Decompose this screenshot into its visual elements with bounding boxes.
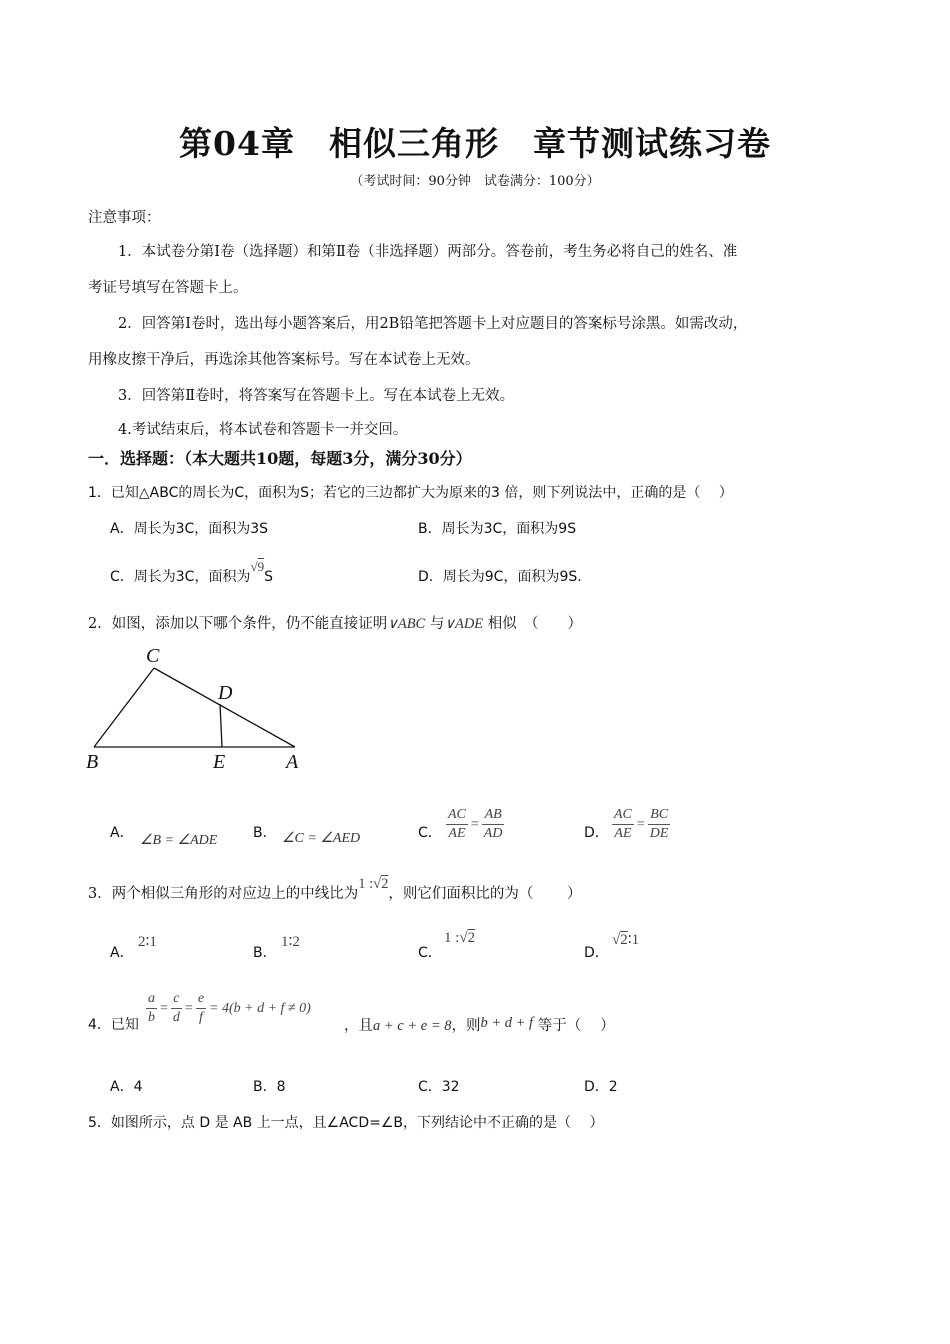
q2-option-c-math: $\frac{AC}{AE}$ = $\frac{AB}{AD}$	[448, 807, 503, 841]
segment-de	[220, 704, 222, 747]
q1-stem: 1．已知△ABC的周长为C，面积为S；若它的三边都扩大为原来的3 倍，则下列说法中，正确的是（ ）	[88, 485, 733, 501]
q3-option-b-math: 1∶2	[281, 934, 300, 950]
q2-option-c-label: C．	[418, 825, 442, 841]
section-1-heading: 一．选择题：（本大题共10题，每题3分，满分30分）	[88, 449, 472, 468]
notice-item-3: 3．回答第Ⅱ卷时，将答案写在答题卡上。写在本试卷上无效。	[118, 388, 515, 404]
notice-heading: 注意事项：	[88, 210, 161, 226]
q4-option-a: A．4	[110, 1079, 143, 1095]
q4-condition: ，且a + c + e = 8，则b + d + f 等于（ ）	[344, 1015, 615, 1034]
q4-stem-prefix: 4．已知	[88, 1017, 139, 1033]
q2-option-a-math: ∠B = ∠ADE	[140, 833, 218, 848]
q2-triangle-figure	[84, 642, 314, 777]
q2-option-a-label: A．	[110, 825, 134, 841]
q5-stem: 5．如图所示，点 D 是 AB 上一点，且∠ACD=∠B，下列结论中不正确的是（ ）	[88, 1115, 604, 1131]
q1-option-b: B．周长为3C，面积为9S	[418, 521, 577, 537]
side-cb	[94, 668, 154, 747]
notice-item-2-line-1: 2．回答第Ⅰ卷时，选出每小题答案后，用2B铅笔把答题卡上对应题目的答案标号涂黑。如需改动，	[118, 316, 748, 332]
q4-ratio-math: $\frac{a}{b}$ = $\frac{c}{d}$ = $\frac{e}{f}$ = 4(b + d + f ≠ 0)	[148, 991, 311, 1025]
notice-item-1-line-1: 1．本试卷分第Ⅰ卷（选择题）和第Ⅱ卷（非选择题）两部分。答卷前，考生务必将自己的姓名、准	[118, 244, 738, 260]
q2-option-d-math: $\frac{AC}{AE}$ = $\frac{BC}{DE}$	[614, 807, 669, 841]
q3-option-c-math: 1 :√2	[444, 930, 476, 946]
point-d-label: D	[218, 682, 233, 704]
q1-option-d: D．周长为9C，面积为9S.	[418, 569, 582, 585]
vertex-a-label: A	[286, 751, 299, 773]
q2-stem: 2．如图，添加以下哪个条件，仍不能直接证明∨ABC 与∨ADE 相似 （ ）	[88, 616, 583, 632]
q3-stem: 3．两个相似三角形的对应边上的中线比为1 :√2，则它们面积比的为（ ）	[88, 876, 582, 902]
point-e-label: E	[213, 751, 226, 773]
page-subtitle: （考试时间：90分钟 试卷满分：100分）	[350, 174, 600, 189]
q4-option-d: D．2	[584, 1079, 618, 1095]
q3-option-d-math: √2∶1	[612, 932, 640, 948]
q4-option-b: B．8	[253, 1079, 286, 1095]
page-title: 第04章 相似三角形 章节测试练习卷	[179, 124, 771, 163]
q3-option-a-label: A．	[110, 945, 134, 961]
q1-option-a: A．周长为3C，面积为3S	[110, 521, 269, 537]
q3-option-d-label: D．	[584, 945, 609, 961]
vertex-c-label: C	[146, 645, 160, 667]
side-ca	[154, 668, 295, 747]
q2-option-b-math: ∠C = ∠AED	[282, 831, 361, 846]
notice-item-1-line-2: 考证号填写在答题卡上。	[88, 280, 248, 296]
q4-option-c: C．32	[418, 1079, 460, 1095]
q2-option-d-label: D．	[584, 825, 609, 841]
q3-option-b-label: B．	[253, 945, 277, 961]
notice-item-2-line-2: 用橡皮擦干净后，再选涂其他答案标号。写在本试卷上无效。	[88, 352, 480, 368]
notice-item-4: 4.考试结束后，将本试卷和答题卡一并交回。	[118, 422, 408, 438]
vertex-b-label: B	[86, 751, 99, 773]
q2-option-b-label: B．	[253, 825, 277, 841]
q3-option-a-math: 2∶1	[138, 934, 157, 950]
q1-option-c: C．周长为3C，面积为√9S	[110, 559, 273, 585]
q3-option-c-label: C．	[418, 945, 442, 961]
